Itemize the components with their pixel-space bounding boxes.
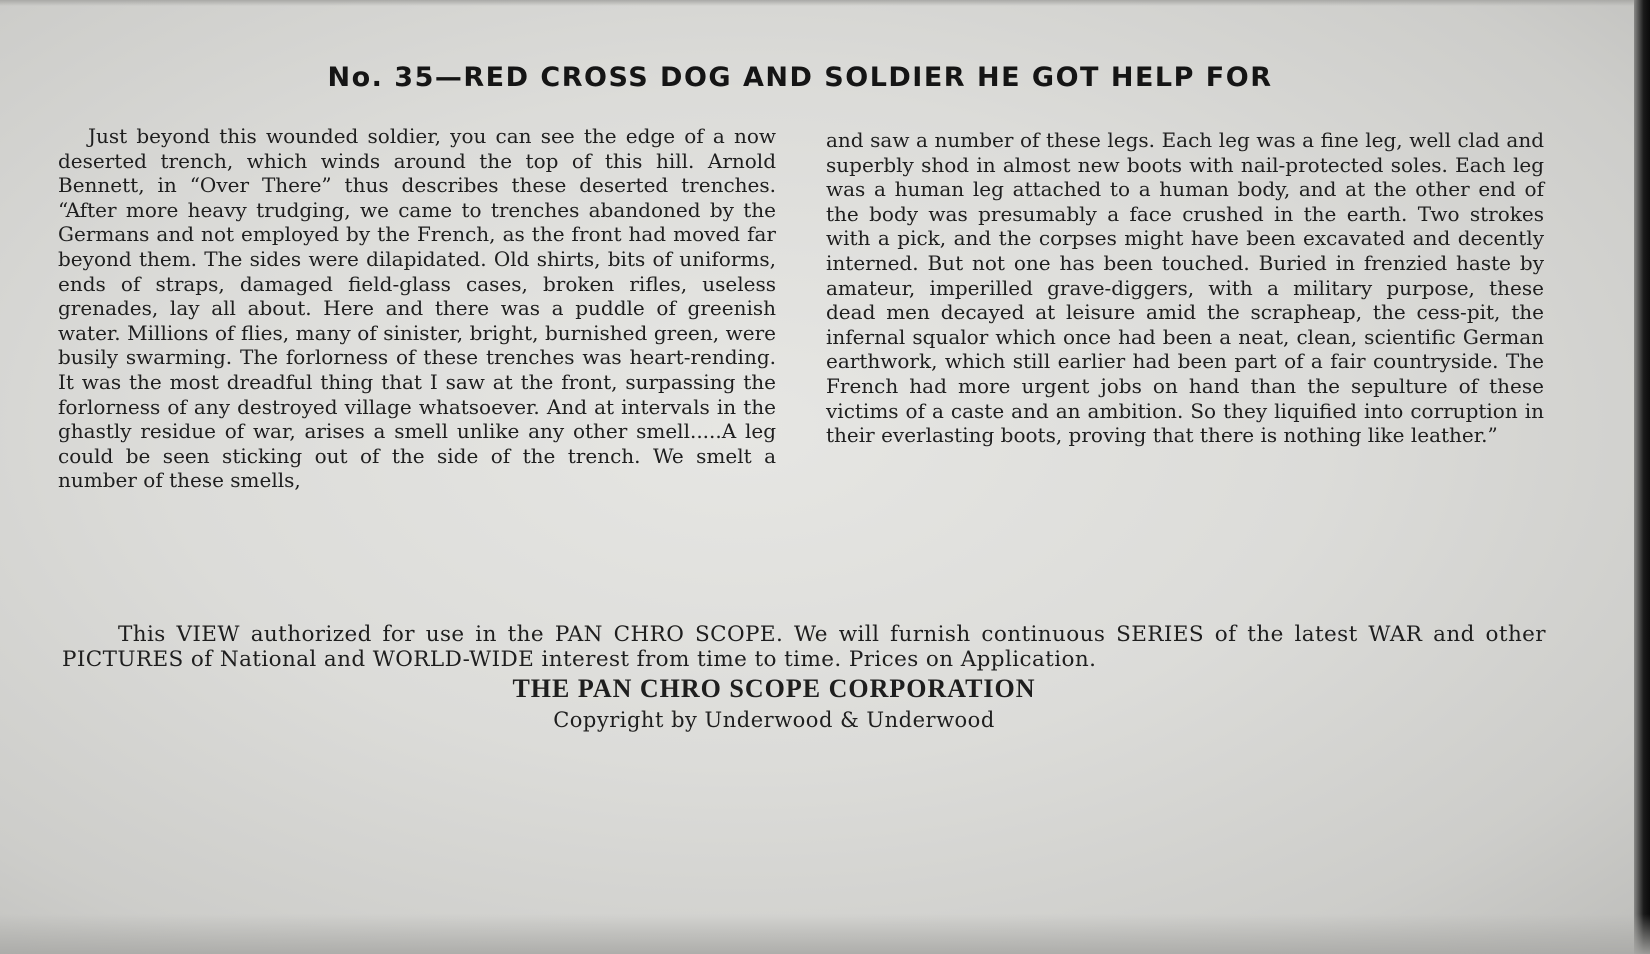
- card-title: No. 35—RED CROSS DOG AND SOLDIER HE GOT HELP FOR: [327, 62, 1273, 93]
- publisher-footer: [62, 622, 1546, 732]
- copyright-line: Copyright by Underwood & Underwood: [553, 708, 995, 732]
- card-right-edge-shadow: [1634, 0, 1650, 954]
- corporation-name: THE PAN CHRO SCOPE CORPORATION: [512, 674, 1036, 703]
- authorization-notice: This VIEW authorized for use in the PAN CHRO SCOPE. We will furnish continuous SERIES of the latest WAR and other PICTURES of National and WORLD-WIDE interest from time to time. Prices on Application.: [62, 622, 1546, 672]
- body-right-column: and saw a number of these legs. Each leg was a fine leg, well clad and superbly shod in almost new boots with nail-protected soles. Each leg was a human leg attached to a human body, and at the other end of the body was presumably a face crushed in the earth. Two strokes with a pick, and the corpses might have been excavated and decently interned. But not one has been touched. Buried in frenzied haste by amateur, imperilled grave-diggers, with a military purpose, these dead men decayed at leisure amid the scrapheap, the cess-pit, the infernal squalor which once had been a neat, clean, scientific German earthwork, which still earlier had been part of a fair countryside. The French had more urgent jobs on hand than the sepulture of these victims of a caste and an ambition. So they liquified into corruption in their everlasting boots, proving that there is nothing like leather.”: [826, 128, 1544, 448]
- body-left-column: Just beyond this wounded soldier, you can see the edge of a now deserted trench, which winds around the top of this hill. Arnold Bennett, in “Over There” thus describes these deserted trenches. “After more heavy trudging, we came to trenches abandoned by the Germans and not employed by the French, as the front had moved far beyond them. The sides were dilapidated. Old shirts, bits of uniforms, ends of straps, damaged field-glass cases, broken rifles, useless grenades, lay all about. Here and there was a puddle of greenish water. Millions of flies, many of sinister, bright, burnished green, were busily swarming. The forlorness of these trenches was heart-rending. It was the most dreadful thing that I saw at the front, surpassing the forlorness of any destroyed village whatsoever. And at intervals in the ghastly residue of war, arises a smell unlike any other smell.....A leg could be seen sticking out of the side of the trench. We smelt a number of these smells,: [58, 124, 776, 493]
- card-top-edge-shadow: [0, 0, 1650, 6]
- card-bottom-edge-shadow: [0, 914, 1650, 954]
